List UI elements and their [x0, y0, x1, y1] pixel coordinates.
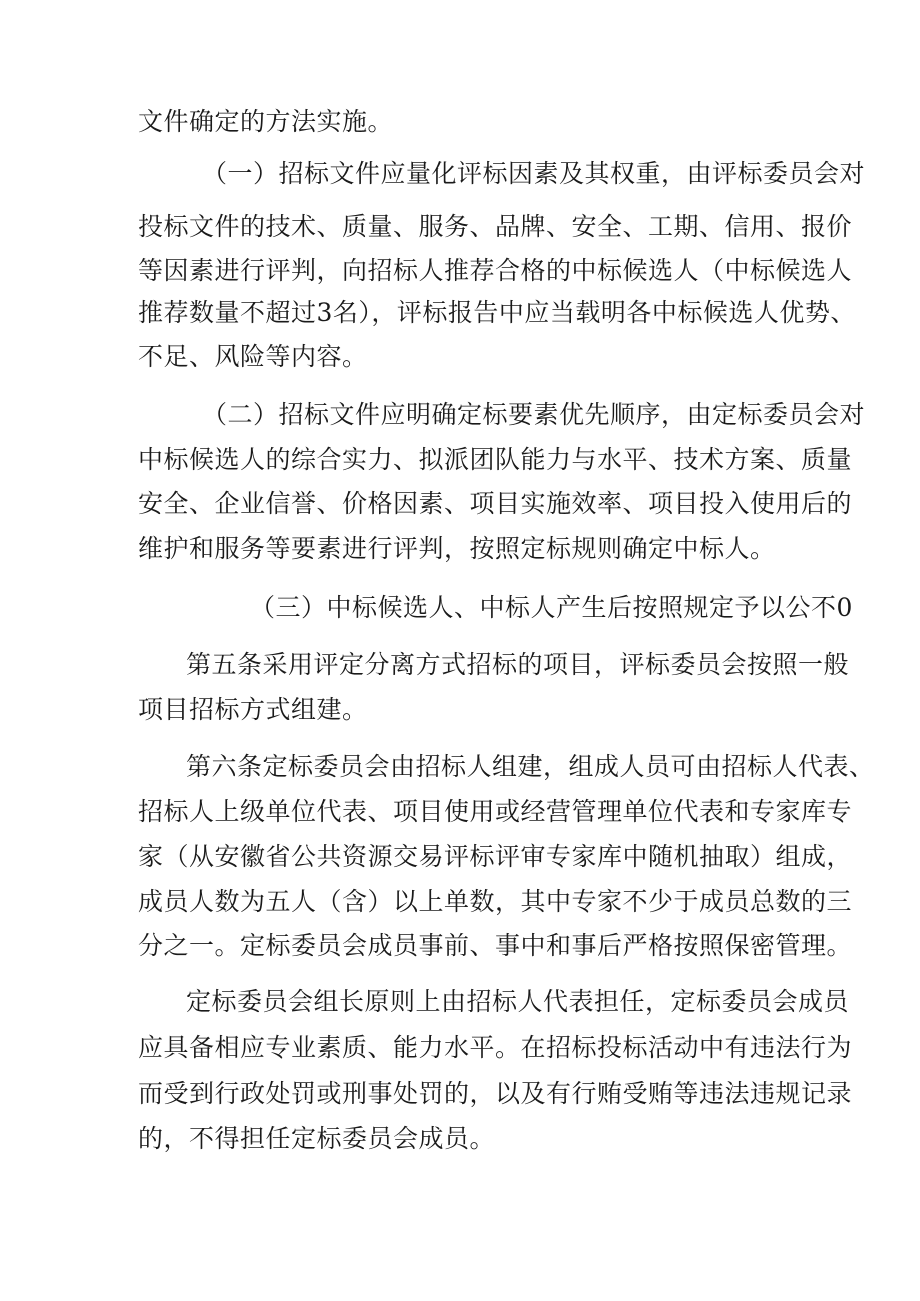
- text-line: 定标委员会组长原则上由招标人代表担任，定标委员会成员: [186, 987, 850, 1016]
- text-line: 第五条采用评定分离方式招标的项目，评标委员会按照一般: [186, 650, 850, 679]
- text-line: 项目招标方式组建。: [138, 695, 368, 724]
- text-line: 投标文件的技术、质量、服务、品牌、安全、工期、信用、报价: [138, 212, 853, 241]
- text-line: 推荐数量不超过3名），评标报告中应当载明各中标候选人优势、: [138, 298, 856, 327]
- text-line: （二）招标文件应明确定标要素优先顺序，由定标委员会对: [202, 400, 866, 429]
- text-line: 不足、风险等内容。: [138, 342, 368, 371]
- text-line: （一）招标文件应量化评标因素及其权重，由评标委员会对: [202, 159, 866, 188]
- text-line: 等因素进行评判，向招标人推荐合格的中标候选人（中标候选人: [138, 256, 853, 285]
- text-line: 文件确定的方法实施。: [138, 107, 394, 136]
- text-line: 分之一。定标委员会成员事前、事中和事后严格按照保密管理。: [138, 931, 853, 960]
- text-line: 而受到行政处罚或刑事处罚的，以及有行贿受贿等违法违规记录: [138, 1079, 853, 1108]
- text-line: 安全、企业信誉、价格因素、项目实施效率、项目投入使用后的: [138, 489, 853, 518]
- text-line: 第六条定标委员会由招标人组建，组成人员可由招标人代表、: [186, 752, 875, 781]
- text-line: 成员人数为五人（含）以上单数，其中专家不少于成员总数的三: [138, 887, 853, 916]
- text-line: 家（从安徽省公共资源交易评标评审专家库中随机抽取）组成，: [138, 842, 853, 871]
- text-line: 应具备相应专业素质、能力水平。在招标投标活动中有违法行为: [138, 1033, 853, 1062]
- text-line: 维护和服务等要素进行评判，按照定标规则确定中标人。: [138, 534, 776, 563]
- text-line: 中标候选人的综合实力、拟派团队能力与水平、技术方案、质量: [138, 445, 853, 474]
- text-line: （三）中标候选人、中标人产生后按照规定予以公不0: [250, 593, 853, 622]
- text-line: 的，不得担任定标委员会成员。: [138, 1124, 496, 1153]
- text-line: 招标人上级单位代表、项目使用或经营管理单位代表和专家库专: [138, 797, 853, 826]
